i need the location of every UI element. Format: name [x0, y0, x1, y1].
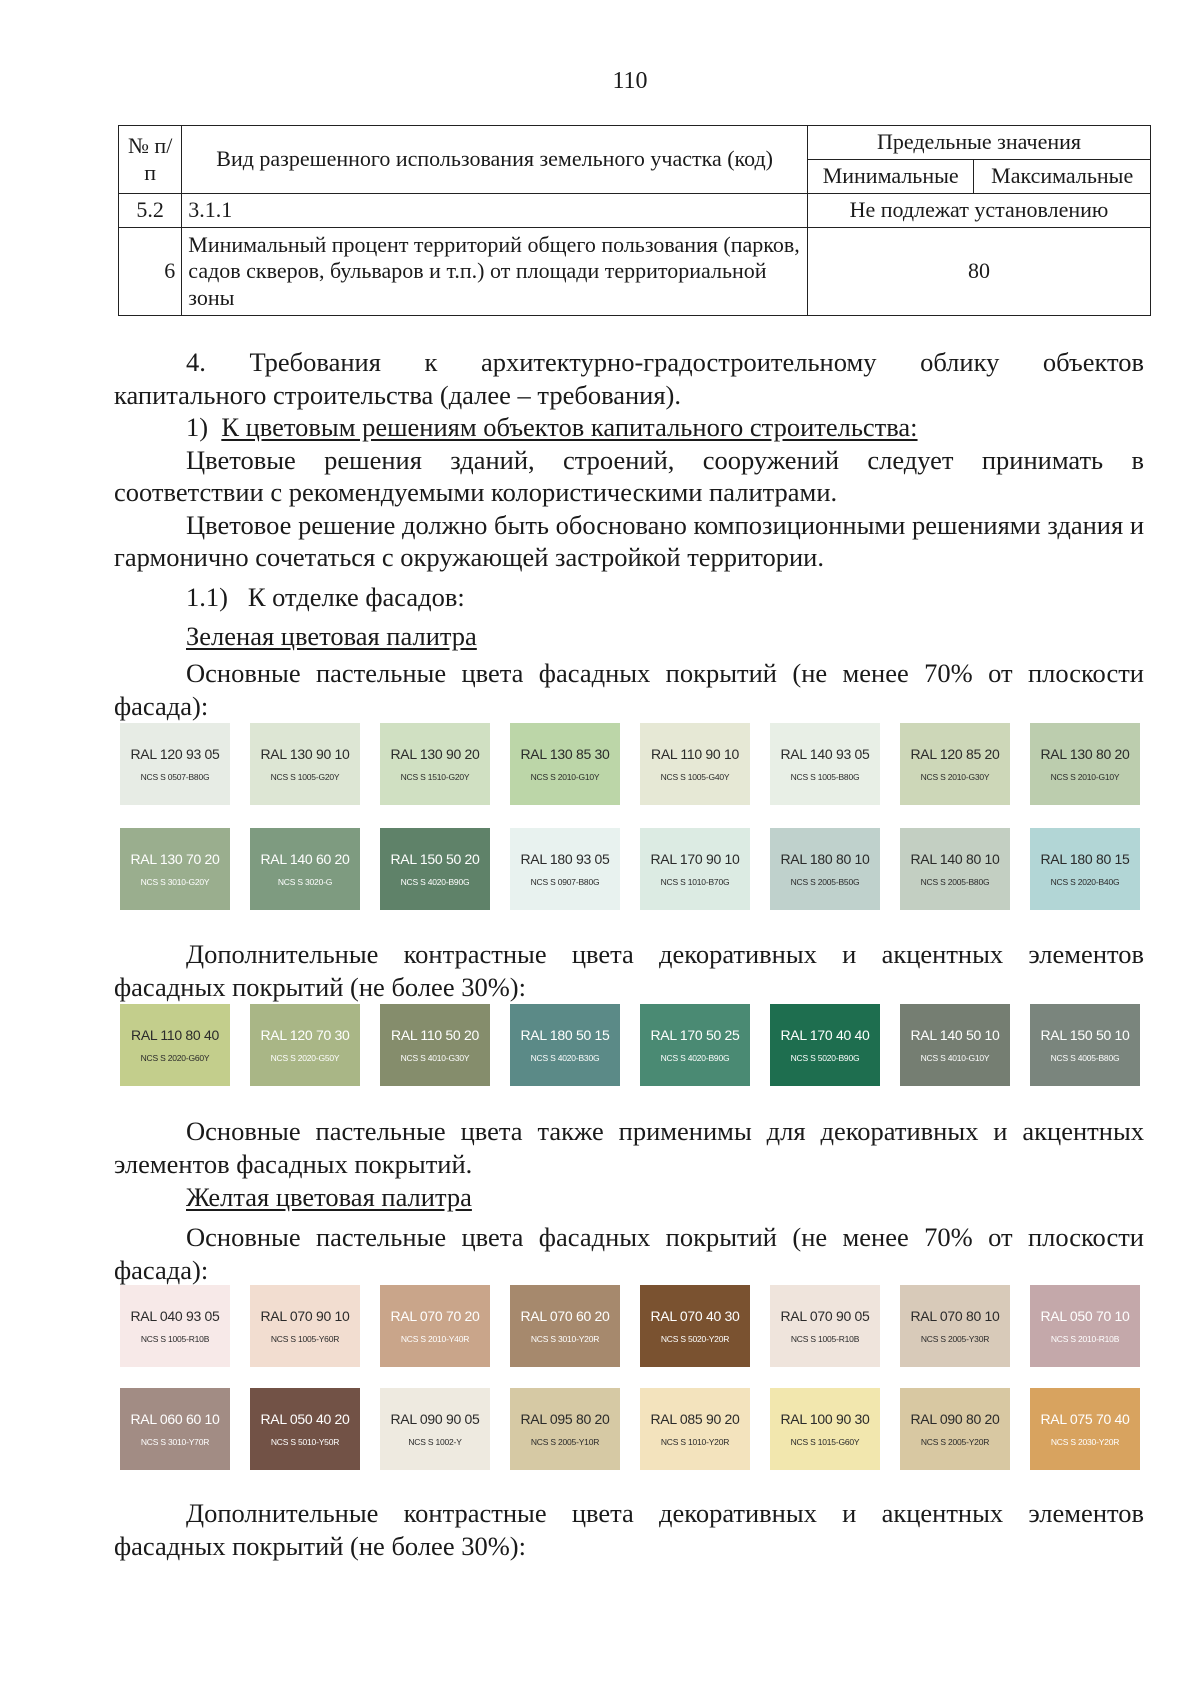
color-swatch: [510, 1004, 620, 1086]
swatch-ncs-code: NCS S 4010-G10Y: [920, 1053, 990, 1063]
swatch-ncs-code: NCS S 3010-Y70R: [140, 1437, 210, 1447]
green-extra-caption: Дополнительные контрастные цвета декоративных и акцентных элементов фасадных покрытий (не более 30%):: [114, 939, 1144, 1002]
swatch-ral-code: RAL 110 80 40: [131, 1027, 219, 1043]
color-solutions-heading: [114, 411, 1144, 444]
swatch-ncs-code: NCS S 5010-Y50R: [270, 1437, 340, 1447]
color-swatch: [640, 1388, 750, 1470]
yellow-palette-title-block: [114, 1181, 1144, 1214]
green-main-row-1: [120, 723, 1140, 805]
swatch-ral-code: RAL 090 80 20: [910, 1411, 1000, 1427]
swatch-ncs-code: NCS S 4005-B80G: [1050, 1053, 1120, 1063]
swatch-ral-code: RAL 120 93 05: [130, 746, 220, 762]
swatch-ral-code: RAL 120 70 30: [260, 1027, 350, 1043]
color-swatch: [120, 1004, 230, 1086]
swatch-ral-code: RAL 095 80 20: [520, 1411, 610, 1427]
swatch-ral-code: RAL 040 93 05: [130, 1308, 220, 1324]
swatch-ral-code: RAL 180 80 10: [780, 851, 870, 867]
green-palette-title: Зеленая цветовая палитра: [186, 621, 477, 651]
swatch-ral-code: RAL 070 90 05: [780, 1308, 870, 1324]
swatch-ral-code: RAL 090 90 05: [390, 1411, 480, 1427]
color-swatch: [380, 1388, 490, 1470]
swatch-ral-code: RAL 070 40 30: [650, 1308, 740, 1324]
yellow-palette-title: Желтая цветовая палитра: [186, 1182, 472, 1212]
color-solutions-title: К цветовым решениям объектов капитального строительства:: [221, 412, 918, 442]
swatch-ncs-code: NCS S 2005-Y30R: [920, 1334, 990, 1344]
swatch-ncs-code: NCS S 1005-R10B: [790, 1334, 860, 1344]
swatch-ral-code: RAL 130 90 20: [390, 746, 480, 762]
row-num: 5.2: [119, 194, 182, 228]
swatch-ral-code: RAL 100 90 30: [780, 1411, 870, 1427]
color-swatch: [1030, 723, 1140, 805]
swatch-ral-code: RAL 180 80 15: [1040, 851, 1130, 867]
color-solutions-number: 1): [186, 412, 209, 442]
header-max: Максимальные: [974, 160, 1151, 194]
color-swatch: [1030, 1388, 1140, 1470]
swatch-ral-code: RAL 180 50 15: [520, 1027, 610, 1043]
page-number: 110: [612, 68, 648, 94]
swatch-ncs-code: NCS S 2010-Y40R: [400, 1334, 470, 1344]
swatch-ncs-code: NCS S 0907-B80G: [530, 877, 600, 887]
color-swatch: [1030, 1285, 1140, 1367]
swatch-ncs-code: NCS S 2005-B50G: [790, 877, 860, 887]
swatch-ral-code: RAL 170 90 10: [650, 851, 740, 867]
swatch-ral-code: RAL 150 50 10: [1040, 1027, 1130, 1043]
color-swatch: [770, 723, 880, 805]
swatch-ral-code: RAL 150 50 20: [390, 851, 480, 867]
swatch-ral-code: RAL 140 60 20: [260, 851, 350, 867]
yellow-main-row-1: [120, 1285, 1140, 1367]
swatch-ncs-code: NCS S 1005-G20Y: [270, 772, 340, 782]
color-swatch: [640, 723, 750, 805]
swatch-ral-code: RAL 050 40 20: [260, 1411, 350, 1427]
row-value: 80: [808, 228, 1151, 316]
swatch-ncs-code: NCS S 2030-Y20R: [1050, 1437, 1120, 1447]
row-type: 3.1.1: [182, 194, 808, 228]
swatch-ncs-code: NCS S 1005-Y60R: [270, 1334, 340, 1344]
swatch-ncs-code: NCS S 2020-G60Y: [140, 1053, 210, 1063]
yellow-extra-caption-block: [114, 1497, 1144, 1562]
swatch-ncs-code: NCS S 1005-G40Y: [660, 772, 730, 782]
header-type: Вид разрешенного использования земельного участка (код): [182, 126, 808, 194]
swatch-ncs-code: NCS S 1010-B70G: [660, 877, 730, 887]
table-row: [119, 194, 1151, 228]
swatch-ncs-code: NCS S 2005-B80G: [920, 877, 990, 887]
color-swatch: [250, 1388, 360, 1470]
swatch-ncs-code: NCS S 2010-G10Y: [530, 772, 600, 782]
green-palette-title-block: [114, 620, 1144, 653]
green-note: Основные пастельные цвета также применимы для декоративных и акцентных элементов фасадных покрытий.: [114, 1116, 1144, 1179]
yellow-main-caption-block: [114, 1221, 1144, 1286]
color-swatch: [900, 828, 1010, 910]
requirements-heading-line2: капитального строительства (далее – требования).: [114, 379, 681, 410]
swatch-ncs-code: NCS S 2010-R10B: [1050, 1334, 1120, 1344]
swatch-ncs-code: NCS S 5020-B90G: [790, 1053, 860, 1063]
swatch-ncs-code: NCS S 1005-R10B: [140, 1334, 210, 1344]
color-swatch: [120, 1388, 230, 1470]
facade-heading: [114, 581, 1144, 614]
green-note-block: [114, 1115, 1144, 1180]
paragraph-color-rules: Цветовые решения зданий, строений, сооружений следует принимать в соответствии с рекомендуемыми колористическими палитрами.: [114, 444, 1144, 507]
color-swatch: [1030, 828, 1140, 910]
swatch-ncs-code: NCS S 2010-G30Y: [920, 772, 990, 782]
swatch-ncs-code: NCS S 3010-Y20R: [530, 1334, 600, 1344]
swatch-ral-code: RAL 050 70 10: [1040, 1308, 1130, 1324]
color-swatch: [380, 1004, 490, 1086]
swatch-ral-code: RAL 140 93 05: [780, 746, 870, 762]
swatch-ral-code: RAL 170 40 40: [780, 1027, 870, 1043]
swatch-ncs-code: NCS S 2010-G10Y: [1050, 772, 1120, 782]
swatch-ncs-code: NCS S 1002-Y: [408, 1437, 462, 1447]
swatch-ncs-code: NCS S 5020-Y20R: [660, 1334, 730, 1344]
swatch-ral-code: RAL 130 70 20: [130, 851, 220, 867]
intro-text-block: [114, 346, 1144, 574]
color-swatch: [120, 723, 230, 805]
color-swatch: [770, 1285, 880, 1367]
color-swatch: [770, 1004, 880, 1086]
color-swatch: [380, 1285, 490, 1367]
color-swatch: [510, 1285, 620, 1367]
swatch-ncs-code: NCS S 3020-G: [277, 877, 333, 887]
swatch-ncs-code: NCS S 2020-B40G: [1050, 877, 1120, 887]
swatch-ncs-code: NCS S 1005-B80G: [790, 772, 860, 782]
swatch-ncs-code: NCS S 1510-G20Y: [400, 772, 470, 782]
color-swatch: [640, 1004, 750, 1086]
swatch-ral-code: RAL 130 90 10: [260, 746, 350, 762]
color-swatch: [770, 828, 880, 910]
swatch-ncs-code: NCS S 1015-G60Y: [790, 1437, 860, 1447]
header-limits: Предельные значения: [808, 126, 1151, 160]
requirements-heading-line1: 4. Требования к архитектурно-градостроительному облику объектов: [186, 347, 1144, 377]
color-swatch: [250, 1004, 360, 1086]
swatch-ral-code: RAL 085 90 20: [650, 1411, 740, 1427]
color-swatch: [900, 723, 1010, 805]
color-swatch: [120, 1285, 230, 1367]
swatch-ncs-code: NCS S 2020-G50Y: [270, 1053, 340, 1063]
color-swatch: [510, 1388, 620, 1470]
limits-table: [118, 125, 1151, 316]
color-swatch: [250, 828, 360, 910]
swatch-ncs-code: NCS S 0507-B80G: [140, 772, 210, 782]
color-swatch: [900, 1388, 1010, 1470]
yellow-main-caption: Основные пастельные цвета фасадных покрытий (не менее 70% от плоскости фасада):: [114, 1222, 1144, 1285]
green-main-caption: Основные пастельные цвета фасадных покрытий (не менее 70% от плоскости фасада):: [114, 658, 1144, 721]
color-swatch: [640, 828, 750, 910]
swatch-ral-code: RAL 170 50 25: [650, 1027, 740, 1043]
swatch-ral-code: RAL 140 80 10: [910, 851, 1000, 867]
color-swatch: [380, 723, 490, 805]
color-swatch: [510, 828, 620, 910]
row-type: Минимальный процент территорий общего пользования (парков, садов скверов, бульваров и т.п.) от площади территориальной зоны: [182, 228, 808, 316]
swatch-ral-code: RAL 070 90 10: [260, 1308, 350, 1324]
color-swatch: [770, 1388, 880, 1470]
color-swatch: [250, 1285, 360, 1367]
swatch-ral-code: RAL 075 70 40: [1040, 1411, 1130, 1427]
swatch-ncs-code: NCS S 4010-G30Y: [400, 1053, 470, 1063]
swatch-ncs-code: NCS S 2005-Y20R: [920, 1437, 990, 1447]
color-swatch: [120, 828, 230, 910]
color-swatch: [250, 723, 360, 805]
swatch-ral-code: RAL 140 50 10: [910, 1027, 1000, 1043]
color-swatch: [510, 723, 620, 805]
green-main-caption-block: [114, 657, 1144, 722]
color-swatch: [900, 1004, 1010, 1086]
color-swatch: [380, 828, 490, 910]
swatch-ncs-code: NCS S 3010-G20Y: [140, 877, 210, 887]
swatch-ncs-code: NCS S 4020-B90G: [660, 1053, 730, 1063]
swatch-ral-code: RAL 070 70 20: [390, 1308, 480, 1324]
row-value: Не подлежат установлению: [808, 194, 1151, 228]
header-num: № п/п: [119, 126, 182, 194]
green-extra-caption-block: [114, 938, 1144, 1003]
swatch-ncs-code: NCS S 4020-B90G: [400, 877, 470, 887]
swatch-ncs-code: NCS S 4020-B30G: [530, 1053, 600, 1063]
green-extra-row: [120, 1004, 1140, 1086]
swatch-ral-code: RAL 070 60 20: [520, 1308, 610, 1324]
swatch-ral-code: RAL 120 85 20: [910, 746, 1000, 762]
swatch-ral-code: RAL 110 90 10: [651, 746, 739, 762]
color-swatch: [1030, 1004, 1140, 1086]
row-num: 6: [119, 228, 182, 316]
green-main-row-2: [120, 828, 1140, 910]
swatch-ral-code: RAL 180 93 05: [520, 851, 610, 867]
color-swatch: [900, 1285, 1010, 1367]
yellow-extra-caption: Дополнительные контрастные цвета декоративных и акцентных элементов фасадных покрытий (не более 30%):: [114, 1498, 1144, 1561]
swatch-ncs-code: NCS S 2005-Y10R: [530, 1437, 600, 1447]
swatch-ncs-code: NCS S 1010-Y20R: [660, 1437, 730, 1447]
swatch-ral-code: RAL 110 50 20: [391, 1027, 479, 1043]
paragraph-color-harmony: Цветовое решение должно быть обосновано композиционными решениями здания и гармонично сочетаться с окружающей застройкой территории.: [114, 509, 1144, 572]
header-min: Минимальные: [808, 160, 974, 194]
table-row: [119, 228, 1151, 316]
facade-finishing-heading: 1.1) К отделке фасадов:: [186, 582, 465, 612]
swatch-ral-code: RAL 130 85 30: [520, 746, 610, 762]
swatch-ral-code: RAL 070 80 10: [910, 1308, 1000, 1324]
yellow-main-row-2: [120, 1388, 1140, 1470]
swatch-ral-code: RAL 130 80 20: [1040, 746, 1130, 762]
swatch-ral-code: RAL 060 60 10: [130, 1411, 220, 1427]
color-swatch: [640, 1285, 750, 1367]
